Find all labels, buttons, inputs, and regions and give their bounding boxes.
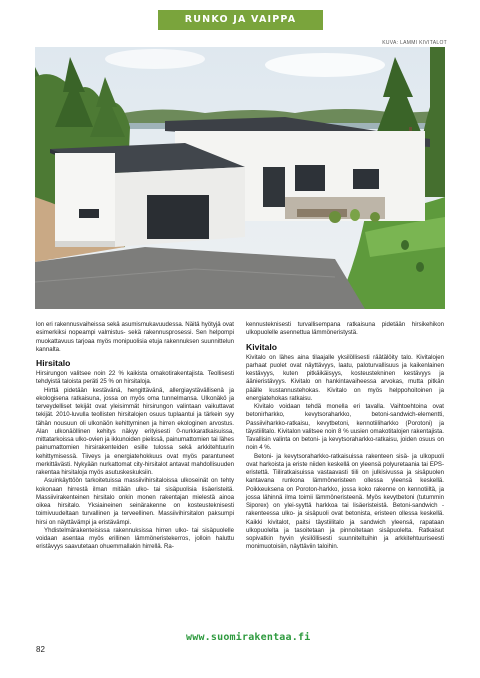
right-paragraph: Kivitalo voidaan tehdä monella eri tavalla. Vaihtoehtoina ovat betonirharkko, kevytsoraharkko, betoni-sandwich-elementti, Passiiviharkko-ratkaisu, kevytbetoni, kennotiiliharkko (Porotoni) ja täystiilitalo. Kivitalon valitsee noin 8 % uusien omakotitalojen rakentajista. Tavallisin valinta on betoni- ja kevytsoraharkko-ratkaisu, joiden osuus on noin 4 %.: [246, 403, 444, 452]
page-number: 82: [36, 645, 45, 654]
left-paragraph: Hirttä pidetään kestävänä, hengittävänä, allergiaystävällisenä ja ekologisena ratkaisuna, jossa on myös oma tunnelmansa. Ulkonäkö ja terveydelliset tekijät ovat yleisimmät hirsirungon valintaan vaikuttavat tekijät. 2010-luvulla teollisten hirsitalojen osuus tuplaantui ja tärkein syy tähän nousuun oli ulkonäön kehittyminen ja hirren ekologinen arvostus. Alan ulkonäöllinen kehitys näkyy erityisesti 0-nurkkaratkaisuissa, mittatarkoissa ulko-ovien ja ikkunoiden pielissä, painumattomien tai lähes painumattomien hirsirakenteiden esille tulossa sekä arkkitehtuurin kehittymisessä. Tiiveys ja energiatehokkuus ovat myös parantuneet merkittävästi. Nykyään nurkattomat city-hirsitalot antavat mahdollisuuden rakentaa hirsitaloja myös asutuskeskuksiin.: [36, 386, 234, 476]
heading-hirsitalo: Hirsitalo: [36, 358, 71, 368]
right-column: [246, 321, 444, 552]
left-intro: lon eri rakennusvaiheissa sekä asumismukavuudessa. Näitä hyötyjä ovat esimerkiksi nopeampi valmistus- sekä rakennusprosessi. Sen helpompi muokattavuus tarjoaa myös monipuolisia etuja rakennuksen suunnittelun kannalta.: [36, 321, 234, 353]
right-intro: kennusteknisesti turvallisempana ratkaisuna pidetään hirsikehikon ulkopuolelle asennettua lämmöneristystä.: [246, 321, 444, 337]
left-column: [36, 321, 234, 552]
right-paragraph: Kivitalo on lähes aina tilaajalle yksilöllisesti räätälöity talo. Kivitalojen parhaat puolet ovat näyttävyys, laatu, paloturvallisuus ja kaikenlainen kestävyys, kuten pitkäikäisyys, kosteustekninen kestävyys ja äänieristävyys. Kivitalo on hankintavaiheessa arvokas, mutta pitkän päälle kustannustehokas. Kivitalo on myös helppohoitoinen ja energiatehokas ratkaisu.: [246, 353, 444, 402]
section-header: RUNKO JA VAIPPA: [158, 10, 323, 30]
house-photo: [35, 47, 445, 309]
left-paragraph: Yhdistelmärakenteisissa rakennuksissa hirren ulko- tai sisäpuolelle voidaan asentaa myös erillinen lämmöneristekerros, jolloin haluttu eristävyys saavutetaan ohuemmallakin hirrellä. Ra-: [36, 526, 234, 551]
right-paragraph: Betoni- ja kevytsoraharkko-ratkaisuissa rakenteen sisä- ja ulkopuoli ovat harkoista ja eriste niiden keskellä on yleensä polyuretaania tai EPS-eristettä. Tiiliratkaisuissa vastaavasti tiili on julkisivussa ja sisäpuolen kantavana runkona lämmöneristeen ollessa yleensä keskellä. Poikkeuksena on Poroton-harkko, jossa koko rakenne on kennotiiltä, ja jossa lähinnä ilma toimii lämmöneristeenä. Myös kevytbetoni (tutummin Siporex) on ylei-syyttä harkkoa tai lisäeristeistä. Betoni-sandwich -rakenteessa ulko- ja sisäpuoli ovat betonista, eristeen ollessa keskellä. Kaikki kivitalot, paitsi täystiilitalo ja sandwich yleensä, rapataan ulkopuolelta ja tasoitetaan ja pinnoitetaan sisäpuolelta. Ratkaisut sopivatkin hyvin yksilöllisesti suunniteltuihin ja arkkitehtuuriseesti monimuotoisiin, näyttäviin taloihin.: [246, 452, 444, 551]
website-link[interactable]: www.suomirakentaa.fi: [186, 632, 311, 643]
left-paragraph: Asuinkäyttöön tarkoitetuissa massiivihirsitaloissa ulkoseinät on tehty kokonaan hirrestä ilman mitään ulko- tai sisäpuolisia lisäeristeitä. Massiivirakenteinen hirsitalo onkin monen rakentajan mielestä ainoa oikea hirsitalo. Yksiaineinen seinärakenne on kosteusteknisesti toimivuudeltaan turvallinen ja terveellinen. Massiivihirsitalon paksumpi hirsi on näyttävämpi ja eristävämpi.: [36, 477, 234, 526]
left-paragraph: Hirsirungon valitsee noin 22 % kaikista omakotirakentajista. Teollisesti tehdyistä taloista peräti 25 % on hirsitaloja.: [36, 370, 234, 386]
heading-kivitalo: Kivitalo: [246, 341, 278, 352]
photo-credit: KUVA: LAMMI KIVITALOT: [382, 40, 447, 46]
